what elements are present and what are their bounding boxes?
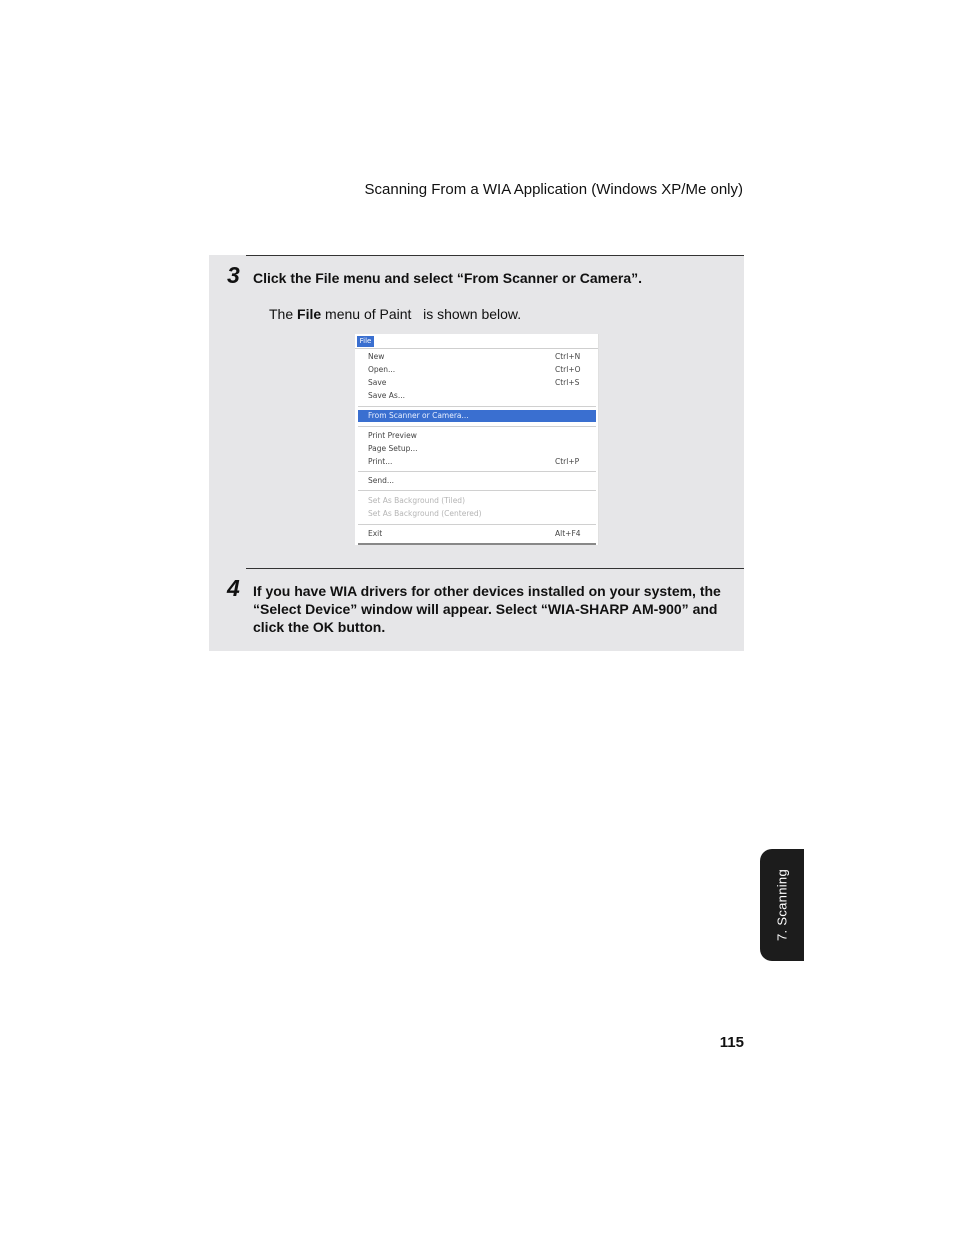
- menu-bottom-edge: [358, 543, 596, 545]
- menu-item-save-as[interactable]: Save As...: [368, 391, 405, 400]
- menu-separator: [358, 406, 596, 407]
- menu-separator: [358, 490, 596, 491]
- menu-item-set-background-centered: Set As Background (Centered): [368, 509, 482, 518]
- menu-separator: [358, 524, 596, 525]
- menu-item-print-preview[interactable]: Print Preview: [368, 431, 417, 440]
- menu-item-new[interactable]: New Ctrl+N: [368, 352, 581, 361]
- menu-item-exit[interactable]: Exit Alt+F4: [368, 529, 581, 538]
- page-number: 115: [719, 1034, 744, 1051]
- step-4-rule: [246, 568, 744, 569]
- chapter-tab: [760, 849, 804, 961]
- menu-item-open[interactable]: Open... Ctrl+O: [368, 365, 581, 374]
- chapter-tab-label: 7. Scanning: [774, 869, 790, 941]
- menu-separator: [358, 426, 596, 427]
- menu-separator: [358, 471, 596, 472]
- step-3-number: 3: [227, 262, 240, 288]
- step-3-rule: [246, 255, 744, 256]
- menu-item-set-background-tiled: Set As Background (Tiled): [368, 496, 465, 505]
- menu-item-save[interactable]: Save Ctrl+S: [368, 378, 580, 387]
- menu-title-file[interactable]: File: [357, 336, 374, 347]
- step-3-note: The File menu of Paint is shown below.: [269, 306, 522, 322]
- step-4-number: 4: [227, 575, 240, 601]
- menu-item-print[interactable]: Print... Ctrl+P: [368, 457, 580, 466]
- running-header: Scanning From a WIA Application (Windows XP/Me only): [364, 181, 743, 198]
- menu-item-page-setup[interactable]: Page Setup...: [368, 444, 418, 453]
- step-4-instruction: If you have WIA drivers for other devices installed on your system, the “Select Device” window will appear. Select “WIA-SHARP AM-900” and click the OK button.: [253, 583, 721, 635]
- menu-divider: [355, 348, 598, 349]
- step-3-instruction: Click the File menu and select “From Scanner or Camera”.: [253, 270, 643, 286]
- menu-item-from-scanner-or-camera[interactable]: From Scanner or Camera...: [358, 410, 596, 422]
- steps-box: [209, 255, 744, 651]
- paint-file-menu-screenshot: [355, 334, 599, 545]
- menu-item-send[interactable]: Send...: [368, 476, 395, 485]
